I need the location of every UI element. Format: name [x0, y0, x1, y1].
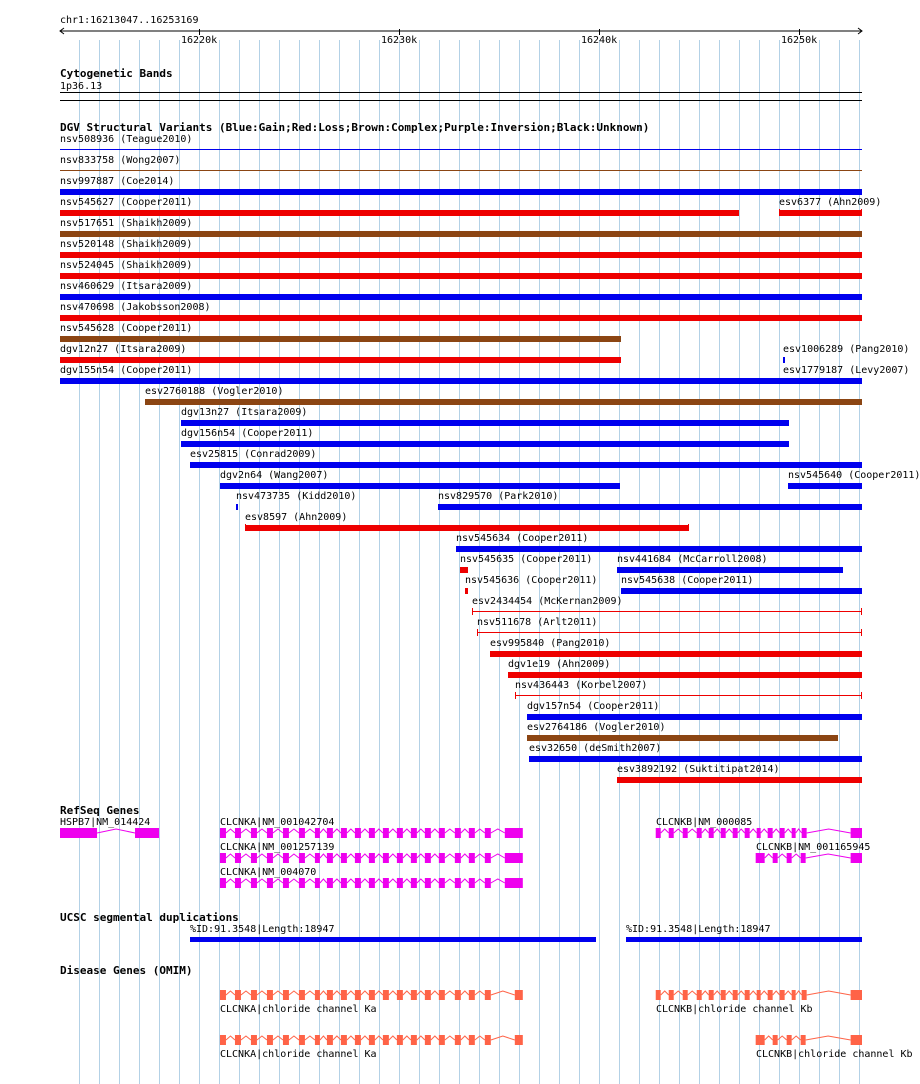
variant-bar[interactable] [60, 294, 862, 300]
variant-label: nsv436443 (Korbel2007) [515, 680, 648, 691]
variant-label: dgv155n54 (Cooper2011) [60, 365, 193, 376]
variant-bar[interactable] [472, 611, 862, 612]
variant-bar[interactable] [617, 567, 843, 573]
variant-end-cap [477, 629, 478, 636]
variant-bar[interactable] [60, 170, 862, 171]
exon [505, 878, 523, 888]
omim-gene-label: CLCNKB|chloride channel Kb [656, 1004, 813, 1015]
variant-label: nsv517651 (Shaikh2009) [60, 218, 193, 229]
variant-label: esv995840 (Pang2010) [490, 638, 611, 649]
variant-label: nsv545636 (Cooper2011) [465, 575, 598, 586]
variant-label: dgv12n27 (Itsara2009) [60, 344, 187, 355]
segdup-label: %ID:91.3548|Length:18947 [626, 924, 771, 935]
ruler-axis [0, 26, 890, 36]
exon [801, 1035, 806, 1045]
intron [431, 879, 439, 883]
variant-label: nsv545634 (Cooper2011) [456, 533, 589, 544]
exon [669, 990, 674, 1000]
exon [485, 878, 491, 888]
exon [733, 828, 738, 838]
variant-bar[interactable] [60, 378, 862, 384]
segdup-label: %ID:91.3548|Length:18947 [190, 924, 335, 935]
exon [235, 878, 241, 888]
intron [750, 991, 757, 995]
exon [756, 853, 765, 863]
variant-label: esv2760188 (Vogler2010) [145, 386, 284, 397]
intron [792, 1036, 801, 1040]
variant-bar[interactable] [508, 672, 862, 678]
exon [851, 828, 862, 838]
exon [683, 990, 688, 1000]
variant-label: dgv2n64 (Wang2007) [220, 470, 329, 481]
intron [273, 879, 283, 883]
variant-end-cap [472, 608, 473, 615]
intron [491, 879, 505, 883]
variant-label: dgv13n27 (Itsara2009) [181, 407, 308, 418]
omim-gene-label: CLCNKA|chloride channel Ka [220, 1049, 377, 1060]
variant-bar[interactable] [783, 357, 785, 363]
exon [299, 878, 305, 888]
variant-label: nsv441684 (McCarroll2008) [617, 554, 768, 565]
variant-label: nsv524045 (Shaikh2009) [60, 260, 193, 271]
refseq-gene-label: CLCNKA|NM_001257139 [220, 842, 335, 853]
cytoband-title: Cytogenetic Bands [60, 67, 173, 80]
variant-label: nsv997887 (Coe2014) [60, 176, 175, 187]
exon [801, 853, 806, 863]
variant-label: nsv833758 (Wong2007) [60, 155, 181, 166]
variant-label: nsv545627 (Cooper2011) [60, 197, 193, 208]
exon [773, 1035, 778, 1045]
intron [289, 879, 299, 883]
variant-bar[interactable] [60, 357, 621, 363]
exon [455, 878, 461, 888]
variant-label: esv25815 (Conrad2009) [190, 449, 317, 460]
exon [220, 878, 226, 888]
exon [267, 878, 273, 888]
intron [688, 829, 697, 833]
refseq-gene-label: CLCNKA|NM_001042704 [220, 817, 335, 828]
exon [283, 878, 289, 888]
intron [806, 1036, 851, 1040]
omim-gene-model[interactable] [0, 990, 890, 1002]
intron [347, 879, 355, 883]
exon [851, 990, 862, 1000]
exon [383, 878, 389, 888]
ruler-tick-label: 16250k [781, 35, 818, 46]
exon [773, 853, 778, 863]
intron [761, 829, 768, 833]
variant-bar[interactable] [181, 420, 789, 426]
exon [757, 828, 761, 838]
variant-bar[interactable] [220, 483, 620, 489]
exon [327, 878, 333, 888]
variant-end-cap [245, 524, 246, 531]
variant-bar[interactable] [190, 462, 862, 468]
variant-label: nsv520148 (Shaikh2009) [60, 239, 193, 250]
intron [796, 829, 802, 833]
intron [765, 1036, 773, 1040]
exon [411, 878, 417, 888]
variant-label: nsv511678 (Arlt2011) [477, 617, 598, 628]
exon [792, 990, 796, 1000]
intron [241, 879, 251, 883]
variant-bar[interactable] [788, 483, 862, 489]
variant-bar[interactable] [60, 231, 862, 237]
intron [761, 991, 768, 995]
exon [709, 828, 714, 838]
exon [792, 828, 796, 838]
variant-label: esv32650 (deSmith2007) [529, 743, 662, 754]
exon [745, 990, 750, 1000]
variant-label: dgv156n54 (Cooper2011) [181, 428, 314, 439]
variant-label: nsv545640 (Cooper2011) [788, 470, 920, 481]
variant-bar[interactable] [60, 189, 862, 195]
intron [778, 1036, 787, 1040]
intron [738, 991, 745, 995]
exon [757, 990, 761, 1000]
variant-bar[interactable] [515, 695, 862, 696]
variant-label: nsv829570 (Park2010) [438, 491, 559, 502]
variant-label: nsv545628 (Cooper2011) [60, 323, 193, 334]
variant-bar[interactable] [460, 567, 468, 573]
variant-label: esv1006289 (Pang2010) [783, 344, 910, 355]
variant-bar[interactable] [145, 399, 862, 405]
variant-bar[interactable] [465, 588, 468, 594]
intron [714, 991, 721, 995]
intron [361, 879, 369, 883]
intron [661, 991, 669, 995]
exon [802, 990, 807, 1000]
segdup-bar[interactable] [190, 937, 596, 942]
variant-bar[interactable] [527, 735, 838, 741]
intron [773, 829, 780, 833]
ruler-tick-label: 16230k [381, 35, 418, 46]
exon [315, 878, 320, 888]
omim-gene-label: CLCNKB|chloride channel Kb [756, 1049, 913, 1060]
intron [773, 991, 780, 995]
variant-label: nsv473735 (Kidd2010) [236, 491, 357, 502]
intron [688, 991, 697, 995]
intron [389, 879, 397, 883]
variant-bar[interactable] [617, 777, 862, 783]
variant-end-cap [861, 692, 862, 699]
exon [787, 853, 792, 863]
intron [702, 829, 709, 833]
exon [756, 1035, 765, 1045]
refseq-gene-model[interactable] [0, 878, 890, 890]
variant-bar[interactable] [60, 273, 862, 279]
intron [702, 991, 709, 995]
variant-end-cap [861, 608, 862, 615]
intron [785, 991, 792, 995]
variant-bar[interactable] [779, 210, 862, 216]
variant-label: nsv508936 (Teague2010) [60, 134, 193, 145]
location-label: chr1:16213047..16253169 [60, 15, 199, 26]
cytoband-label: 1p36.13 [60, 81, 103, 92]
intron [257, 879, 267, 883]
intron [765, 854, 773, 858]
variant-end-cap [779, 209, 780, 216]
exon [355, 878, 361, 888]
exon [469, 878, 475, 888]
variant-bar[interactable] [621, 588, 862, 594]
intron [806, 854, 851, 858]
exon [697, 828, 702, 838]
exon [709, 990, 714, 1000]
omim-title: Disease Genes (OMIM) [60, 964, 193, 977]
exon [425, 878, 431, 888]
intron [305, 879, 315, 883]
refseq-title: RefSeq Genes [60, 804, 140, 817]
variant-bar[interactable] [60, 149, 862, 150]
exon [439, 878, 445, 888]
exon [780, 990, 785, 1000]
intron [674, 829, 683, 833]
refseq-gene-model[interactable] [0, 828, 890, 840]
variant-label: esv3892192 (Suktitipat2014) [617, 764, 780, 775]
exon [669, 828, 674, 838]
exon [802, 828, 807, 838]
intron [445, 879, 455, 883]
variant-bar[interactable] [181, 441, 789, 447]
variant-label: esv2434454 (McKernan2009) [472, 596, 623, 607]
exon [768, 990, 773, 1000]
ruler-tick-label: 16220k [181, 35, 218, 46]
variant-bar[interactable] [245, 525, 689, 531]
intron [726, 991, 733, 995]
intron [226, 879, 235, 883]
intron [403, 879, 411, 883]
exon [397, 878, 403, 888]
segdup-bar[interactable] [626, 937, 862, 942]
variant-bar[interactable] [60, 252, 862, 258]
segdup-title: UCSC segmental duplications [60, 911, 239, 924]
exon [780, 828, 785, 838]
exon [851, 1035, 862, 1045]
variant-bar[interactable] [438, 504, 862, 510]
intron [807, 829, 851, 833]
variant-label: nsv545635 (Cooper2011) [460, 554, 593, 565]
variant-label: dgv1e19 (Ahn2009) [508, 659, 611, 670]
variant-label: esv2764186 (Vogler2010) [527, 722, 666, 733]
variant-end-cap [861, 209, 862, 216]
intron [475, 879, 485, 883]
intron [333, 879, 341, 883]
refseq-gene-label: CLCNKB|NM_001165945 [756, 842, 871, 853]
intron [320, 879, 327, 883]
variant-bar[interactable] [60, 210, 739, 216]
exon [745, 828, 750, 838]
cytoband-bar[interactable] [60, 92, 862, 101]
ruler-tick-label: 16240k [581, 35, 618, 46]
variant-bar[interactable] [529, 756, 862, 762]
variant-label: nsv545638 (Cooper2011) [621, 575, 754, 586]
exon [369, 878, 375, 888]
intron [792, 854, 801, 858]
variant-end-cap [861, 629, 862, 636]
intron [375, 879, 383, 883]
omim-gene-label: CLCNKA|chloride channel Ka [220, 1004, 377, 1015]
intron [738, 829, 745, 833]
variant-bar[interactable] [60, 315, 862, 321]
variant-label: esv6377 (Ahn2009) [779, 197, 882, 208]
exon [851, 853, 862, 863]
variant-bar[interactable] [477, 632, 862, 633]
exon [656, 828, 661, 838]
exon [251, 878, 257, 888]
exon [733, 990, 738, 1000]
intron [750, 829, 757, 833]
intron [807, 991, 851, 995]
refseq-gene-label: HSPB7|NM_014424 [60, 817, 151, 828]
variant-bar[interactable] [527, 714, 862, 720]
intron [661, 829, 669, 833]
variant-label: dgv157n54 (Cooper2011) [527, 701, 660, 712]
intron [726, 829, 733, 833]
refseq-gene-model[interactable] [0, 853, 890, 865]
refseq-gene-label: CLCNKB|NM_000085 [656, 817, 753, 828]
variant-label: esv1779187 (Levy2007) [783, 365, 910, 376]
variant-bar[interactable] [236, 504, 238, 510]
intron [785, 829, 792, 833]
exon [683, 828, 688, 838]
variant-label: nsv470698 (Jakobsson2008) [60, 302, 211, 313]
variant-label: esv8597 (Ahn2009) [245, 512, 348, 523]
variant-end-cap [688, 524, 689, 531]
exon [721, 828, 726, 838]
variant-bar[interactable] [490, 651, 862, 657]
exon [787, 1035, 792, 1045]
intron [417, 879, 425, 883]
exon [656, 990, 661, 1000]
exon [697, 990, 702, 1000]
intron [674, 991, 683, 995]
intron [714, 829, 721, 833]
exon [721, 990, 726, 1000]
refseq-gene-label: CLCNKA|NM_004070 [220, 867, 317, 878]
variant-bar[interactable] [456, 546, 862, 552]
intron [778, 854, 787, 858]
variant-bar[interactable] [60, 336, 621, 342]
intron [796, 991, 802, 995]
variant-label: nsv460629 (Itsara2009) [60, 281, 193, 292]
omim-gene-model[interactable] [0, 1035, 890, 1047]
intron [461, 879, 469, 883]
exon [341, 878, 347, 888]
dgv-title: DGV Structural Variants (Blue:Gain;Red:Loss;Brown:Complex;Purple:Inversion;Black:Unknown) [60, 121, 650, 134]
variant-end-cap [515, 692, 516, 699]
exon [768, 828, 773, 838]
